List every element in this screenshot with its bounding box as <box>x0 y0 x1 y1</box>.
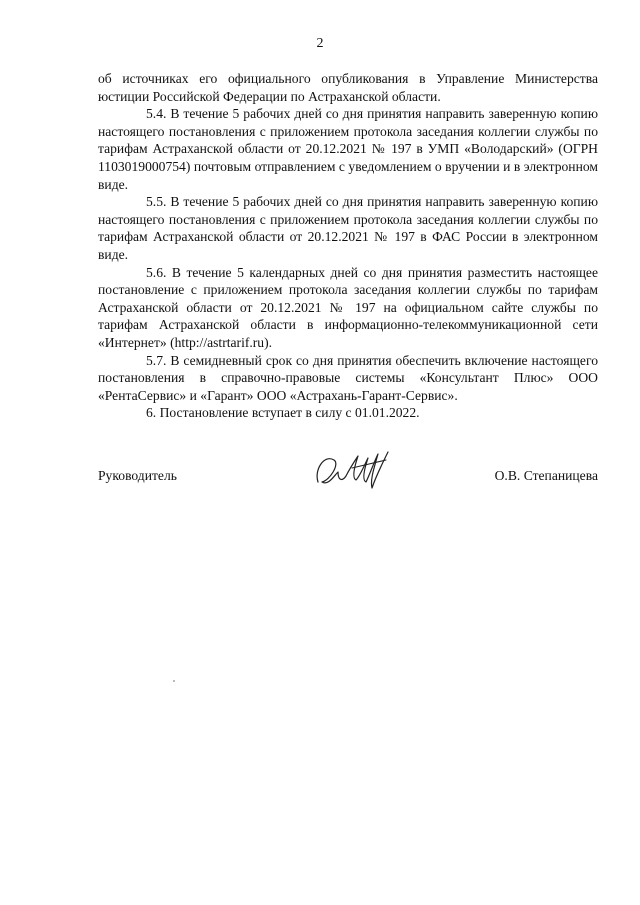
paragraph-continuation: об источниках его официального опубликования в Управление Министерства юстиции Российской Федерации по Астраханской области. <box>98 71 598 104</box>
paragraph-5-5: 5.5. В течение 5 рабочих дней со дня принятия направить заверенную копию настоящего постановления с приложением протокола заседания коллегии службы по тарифам Астраханской области от 20.12.2021 № 197 в ФАС России в электронном виде. <box>98 194 598 262</box>
signatory-title: Руководитель <box>98 468 177 483</box>
scan-artifact <box>173 680 175 682</box>
handwritten-signature-icon <box>312 446 394 496</box>
paragraph-5-6: 5.6. В течение 5 календарных дней со дня принятия разместить настоящее постановление с приложением протокола заседания коллегии службы по тарифам Астраханской области от 20.12.2021 № 197 на официальном сайте службы по тарифам Астраханской области в информационно-телекоммуникационной сети «Интернет» (http://astrtarif.ru). <box>98 264 598 350</box>
paragraph-6: 6. Постановление вступает в силу с 01.01.2022. <box>146 405 420 421</box>
paragraph-5-7: 5.7. В семидневный срок со дня принятия обеспечить включение настоящего постановления в справочно-правовые системы «Консультант Плюс» ООО «РентаСервис» и «Гарант» ООО «Астрахань-Гарант-Сервис». <box>98 352 598 403</box>
document-body <box>98 70 598 422</box>
page-number: 2 <box>316 36 324 51</box>
paragraph-5-4: 5.4. В течение 5 рабочих дней со дня принятия направить заверенную копию настоящего постановления с приложением протокола заседания коллегии службы по тарифам Астраханской области от 20.12.2021 № 197 в УМП «Володарский» (ОГРН 1103019000754) почтовым отправлением с уведомлением о вручении и в электронном виде. <box>98 106 598 192</box>
signatory-name: О.В. Степаницева <box>494 468 598 483</box>
